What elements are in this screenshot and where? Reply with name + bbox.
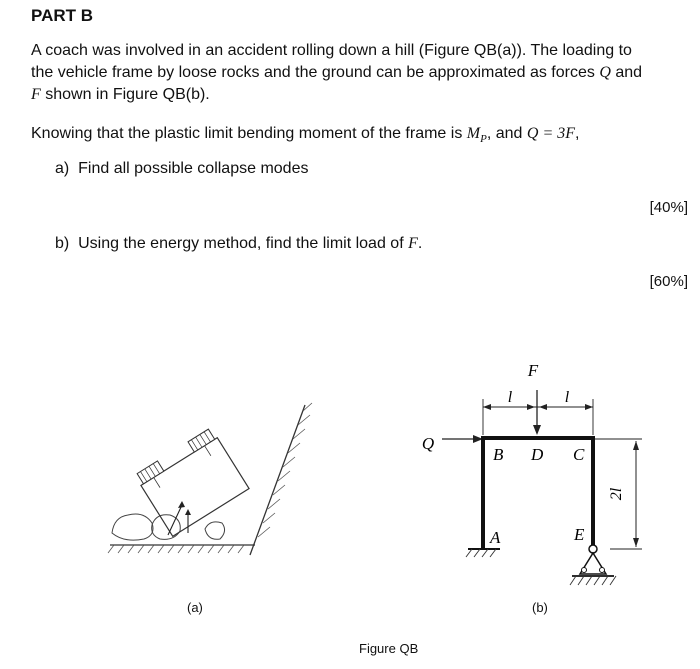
beam-BC <box>483 436 593 440</box>
question-a-marks: [40%] <box>649 199 688 216</box>
label-E: E <box>574 525 585 544</box>
label-l-left: l <box>507 389 513 406</box>
column-CE <box>591 436 595 546</box>
figure-caption: Figure QB <box>359 641 419 656</box>
label-l-right: l <box>564 389 570 406</box>
label-Q: Q <box>421 434 435 453</box>
label-F: F <box>527 361 539 380</box>
section-title: PART B <box>31 6 94 25</box>
label-A: A <box>490 528 501 547</box>
intro-paragraph <box>31 40 691 106</box>
intro-line-2: the vehicle frame by loose rocks and the ground can be approximated as forces Q and <box>31 64 643 81</box>
intro-line-3: F shown in Figure QB(b). <box>31 86 210 103</box>
figure-b-label: (b) <box>532 600 548 615</box>
label-B: B <box>493 445 504 464</box>
question-a: a) Find all possible collapse modes <box>55 160 309 177</box>
label-2l: 2l <box>608 487 625 501</box>
label-C: C <box>573 445 585 464</box>
intro-line-1: A coach was involved in an accident rolling down a hill (Figure QB(a)). The loading to <box>31 42 632 59</box>
question-b: b) Using the energy method, find the limit load of F. <box>55 235 423 252</box>
q-relation: Q = 3F <box>526 125 576 142</box>
figure-b-frame-diagram <box>410 355 660 600</box>
label-D: D <box>531 445 544 464</box>
condition-statement: Knowing that the plastic limit bending moment of the frame is $M_P$, and Q = 3F, <box>31 125 580 146</box>
question-b-marks: [60%] <box>649 273 688 290</box>
column-AB <box>481 436 485 549</box>
figure-a-label: (a) <box>187 600 203 615</box>
figure-a-coach-sketch <box>100 395 320 565</box>
